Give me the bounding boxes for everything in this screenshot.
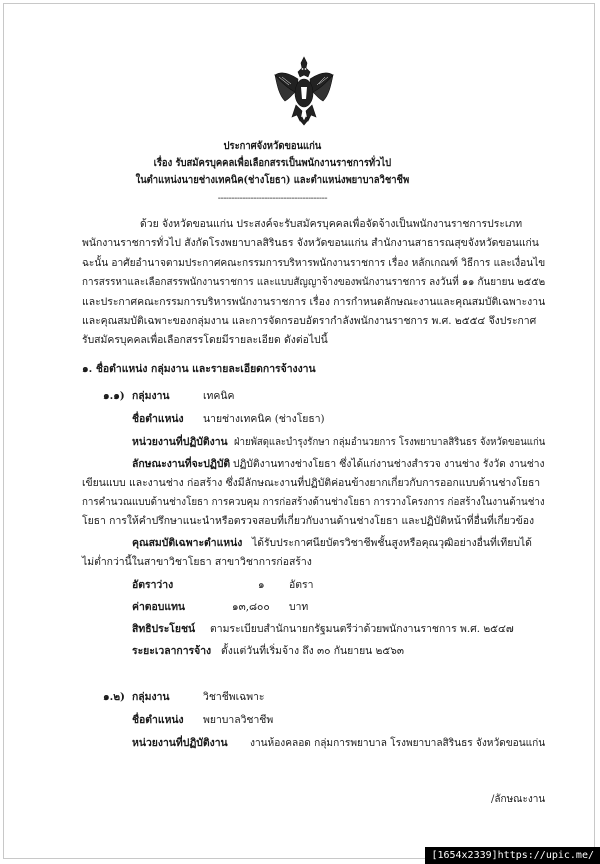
job1-duty-label: ลักษณะงานที่จะปฏิบัติ (132, 458, 231, 470)
intro-line-3: ฉะนั้น อาศัยอำนาจตามประกาศคณะกรรมการบริหารพนักงานราชการ เรื่อง หลักเกณฑ์ วิธีการ และเงื่อนไข (82, 257, 546, 269)
job1-rate-value: ๑ (258, 579, 265, 591)
intro-line-4: การสรรหาและเลือกสรรพนักงานราชการ และแบบสัญญาจ้างของพนักงานราชการ ลงวันที่ ๑๑ กันยายน ๒๕๕๒ (82, 276, 546, 288)
job1-pay-value: ๑๓,๘๐๐ (232, 601, 270, 613)
job1-unit-label: หน่วยงานที่ปฏิบัติงาน (132, 436, 228, 448)
garuda-emblem-icon (273, 55, 335, 127)
job1-rate-label: อัตราว่าง (132, 579, 174, 591)
header-divider: ---------------------------------------- (217, 192, 328, 204)
job1-rate-unit: อัตรา (289, 579, 314, 591)
job1-qual-label: คุณสมบัติเฉพาะตำแหน่ง (132, 537, 243, 549)
intro-line-1: ด้วย จังหวัดขอนแก่น ประสงค์จะรับสมัครบุคคลเพื่อจัดจ้างเป็นพนักงานราชการประเภท (140, 218, 523, 230)
job1-unit-value: ฝ่ายพัสดุและบำรุงรักษา กลุ่มอำนวยการ โรงพยาบาลสิรินธร จังหวัดขอนแก่น (234, 436, 546, 448)
announcement-subject: เรื่อง รับสมัครบุคคลเพื่อเลือกสรรเป็นพนักงานราชการทั่วไป (153, 157, 392, 169)
job1-qual-line-1: ได้รับประกาศนียบัตรวิชาชีพชั้นสูงหรือคุณวุฒิอย่างอื่นที่เทียบได้ (252, 537, 532, 549)
job1-group-label: กลุ่มงาน (132, 390, 170, 402)
job1-pay-unit: บาท (289, 601, 309, 613)
job1-duty-line-1: ปฏิบัติงานทางช่างโยธา ซึ่งได้แก่งานช่างสำรวจ งานช่าง รังวัด งานช่าง (233, 458, 545, 470)
job1-duty-line-3: การคำนวณแบบด้านช่างโยธา การควบคุม การก่อสร้างด้านช่างโยธา การวางโครงการ ก่อสร้างในงานด้านช่าง (82, 496, 545, 508)
announcement-org: ประกาศจังหวัดขอนแก่น (223, 140, 322, 152)
continuation-marker: /ลักษณะงาน (491, 793, 546, 805)
watermark-label: [1654x2339]https://upic.me/ (425, 847, 600, 864)
job2-unit-label: หน่วยงานที่ปฏิบัติงาน (132, 737, 228, 749)
job1-group-value: เทคนิค (203, 390, 235, 402)
job2-title-value: พยาบาลวิชาชีพ (203, 714, 274, 726)
job2-number: ๑.๒) (103, 691, 125, 703)
job1-benefit-value: ตามระเบียบสำนักนายกรัฐมนตรีว่าด้วยพนักงานราชการ พ.ศ. ๒๕๔๗ (210, 623, 514, 635)
announcement-positions: ในตำแหน่งนายช่างเทคนิค(ช่างโยธา) และตำแหน่งพยาบาลวิชาชีพ (135, 174, 410, 186)
job1-title-label: ชื่อตำแหน่ง (132, 413, 184, 425)
section-1-heading: ๑. ชื่อตำแหน่ง กลุ่มงาน และรายละเอียดการจ้างงาน (82, 363, 316, 375)
job1-pay-label: ค่าตอบแทน (132, 601, 186, 613)
job1-number: ๑.๑) (103, 390, 125, 402)
intro-line-2: พนักงานราชการทั่วไป สังกัดโรงพยาบาลสิรินธร จังหวัดขอนแก่น สำนักงานสาธารณสุขจังหวัดขอนแก่น (82, 237, 539, 249)
job1-duty-line-4: โยธา การให้คำปรึกษาแนะนำหรือตรวจสอบที่เกี่ยวกับงานด้านช่างโยธา และปฏิบัติหน้าที่อื่นที่เกี่ยวข้อง (82, 515, 535, 527)
job1-benefit-label: สิทธิประโยชน์ (132, 623, 196, 635)
job2-title-label: ชื่อตำแหน่ง (132, 714, 184, 726)
job2-group-label: กลุ่มงาน (132, 691, 170, 703)
job2-group-value: วิชาชีพเฉพาะ (203, 691, 265, 703)
job1-title-value: นายช่างเทคนิค (ช่างโยธา) (203, 413, 325, 425)
intro-line-5: และประกาศคณะกรรมการบริหารพนักงานราชการ เรื่อง การกำหนดลักษณะงานและคุณสมบัติเฉพาะงาน (82, 296, 546, 308)
intro-line-6: และคุณสมบัติเฉพาะของกลุ่มงาน และการจัดกรอบอัตรากำลังพนักงานราชการ พ.ศ. ๒๕๕๔ จึงประกาศ (82, 315, 537, 327)
job1-period-label: ระยะเวลาการจ้าง (132, 645, 212, 657)
job1-duty-line-2: เขียนแบบ และงานช่าง ก่อสร้าง ซึ่งมีลักษณะงานที่ปฏิบัติค่อนข้างยากเกี่ยวกับการออกแบบด้านช่างโยธา (82, 477, 541, 489)
job2-unit-value: งานห้องคลอด กลุ่มการพยาบาล โรงพยาบาลสิรินธร จังหวัดขอนแก่น (250, 737, 546, 749)
intro-line-7: รับสมัครบุคคลเพื่อเลือกสรรโดยมีรายละเอียด ดังต่อไปนี้ (82, 334, 328, 346)
job1-qual-line-2: ไม่ต่ำกว่านี้ในสาขาวิชาโยธา สาขาวิชาการก่อสร้าง (82, 556, 312, 568)
job1-period-value: ตั้งแต่วันที่เริ่มจ้าง ถึง ๓๐ กันยายน ๒๕๖๓ (221, 645, 404, 657)
